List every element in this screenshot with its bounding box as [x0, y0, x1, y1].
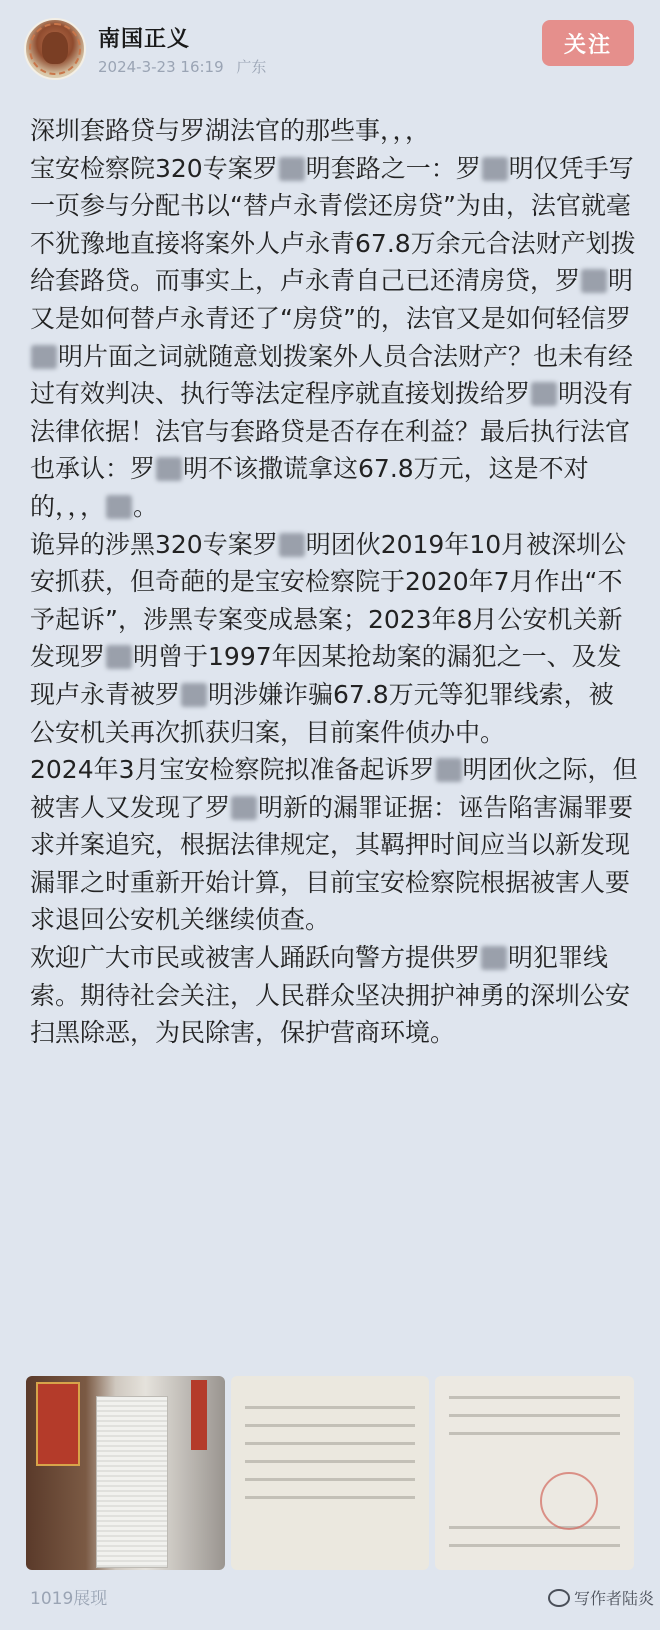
paragraph-text: 明套路之一：罗: [305, 153, 481, 183]
view-count: 1019展现: [30, 1589, 108, 1609]
redacted-name-mark: [106, 645, 132, 669]
paragraph-text: 明仅凭手写一页参与分配书以“替卢永青偿还房贷”为由，法官就毫不犹豫地直接将案外人卢永青67.8万余元合法财产划拨给套路贷。而事实上，卢永青自己已还清房贷，罗: [30, 153, 636, 296]
photo-thumbnail-1[interactable]: [26, 1376, 225, 1570]
official-stamp-seal: [540, 1472, 598, 1530]
document-text-line: [245, 1496, 416, 1499]
redacted-name-mark: [436, 758, 462, 782]
post-image-gallery: [26, 1376, 634, 1570]
document-text-line: [245, 1406, 416, 1409]
photo-thumbnail-2[interactable]: [231, 1376, 430, 1570]
user-avatar[interactable]: [24, 18, 86, 80]
paragraph-text: 明不该撒谎拿这67.8万元，这是不对的，，，: [30, 454, 589, 521]
paragraph-text: 明犯罪线索。期待社会关注，人民群众坚决拥护神勇的深圳公安扫黑除恶，为民除害，保护营商环境。: [30, 943, 631, 1048]
document-text-line: [449, 1526, 620, 1529]
paragraph-text: 诡异的涉黑320专案罗: [30, 529, 278, 559]
document-text-line: [245, 1460, 416, 1463]
paragraph-text: 2024年3月宝安检察院拟准备起诉罗: [30, 755, 435, 785]
document-text-line: [245, 1442, 416, 1445]
redacted-name-mark: [106, 495, 132, 519]
paragraph-text: 明新的漏罪证据：诬告陷害漏罪要求并案追究，根据法律规定，其羁押时间应当以新发现漏罪之时重新开始计算，目前宝安检察院根据被害人要求退回公安机关继续侦查。: [30, 792, 634, 935]
post-location: 广东: [236, 58, 267, 76]
red-banner-decoration: [191, 1380, 207, 1450]
redacted-name-mark: [531, 382, 557, 406]
document-text-line: [449, 1414, 620, 1417]
post-meta: [98, 56, 274, 77]
paragraph-text: 欢迎广大市民或被害人踊跃向警方提供罗: [30, 943, 481, 973]
document-text-line: [449, 1544, 620, 1547]
document-stack-image: [96, 1396, 168, 1568]
redacted-name-mark: [482, 157, 508, 181]
post-header: [0, 0, 660, 90]
red-banner-decoration: [36, 1382, 80, 1466]
paragraph-text: 明没有法律依据！法官与套路贷是否存在利益？最后执行法官也承认：罗: [30, 379, 634, 484]
paragraph-text: 明团伙2019年10月被深圳公安抓获，但奇葩的是宝安检察院于2020年7月作出“不予起诉”，涉黑专案变成悬案；2023年8月公安机关新发现罗: [30, 529, 627, 672]
post-paragraph: [30, 526, 638, 752]
avatar-face-image: [42, 32, 68, 64]
source-watermark: [548, 1586, 654, 1609]
post-paragraph: [30, 751, 638, 939]
redacted-name-mark: [231, 796, 257, 820]
document-text-line: [449, 1432, 620, 1435]
post-paragraph: [30, 112, 638, 150]
post-paragraph: [30, 150, 638, 526]
post-timestamp: 2024-3-23 16:19: [98, 58, 224, 76]
redacted-name-mark: [279, 157, 305, 181]
weibo-logo-icon: [548, 1589, 570, 1607]
paragraph-text: 明团伙之际，但被害人又发现了罗: [30, 755, 638, 822]
paragraph-text: 明片面之词就随意划拨案外人员合法财产？也未有经过有效判决、执行等法定程序就直接划拨给罗: [30, 341, 634, 409]
redacted-name-mark: [481, 946, 507, 970]
post-paragraph: [30, 939, 638, 1052]
paragraph-text: 明又是如何替卢永青还了“房贷”的，法官又是如何轻信罗: [30, 266, 634, 333]
document-text-line: [449, 1396, 620, 1399]
photo-thumbnail-3[interactable]: [435, 1376, 634, 1570]
redacted-name-mark: [31, 345, 57, 369]
paragraph-text: 明曾于1997年因某抢劫案的漏犯之一、及发现卢永青被罗: [30, 642, 622, 709]
document-text-line: [245, 1424, 416, 1427]
redacted-name-mark: [279, 533, 305, 557]
username[interactable]: 南国正义: [98, 27, 191, 52]
redacted-name-mark: [181, 683, 207, 707]
paragraph-text: 深圳套路贷与罗湖法官的那些事，，，: [30, 116, 431, 145]
post-body: [30, 112, 638, 1052]
document-text-line: [245, 1478, 416, 1481]
follow-button[interactable]: 关注: [542, 20, 634, 66]
paragraph-text: 明涉嫌诈骗67.8万元等犯罪线索，被公安机关再次抓获归案，目前案件侦办中。: [30, 679, 614, 747]
redacted-name-mark: [156, 457, 182, 481]
watermark-text: 写作者陆炎: [574, 1589, 655, 1608]
paragraph-text: 宝安检察院320专案罗: [30, 153, 278, 183]
paragraph-text: 。: [133, 491, 159, 521]
redacted-name-mark: [581, 269, 607, 293]
